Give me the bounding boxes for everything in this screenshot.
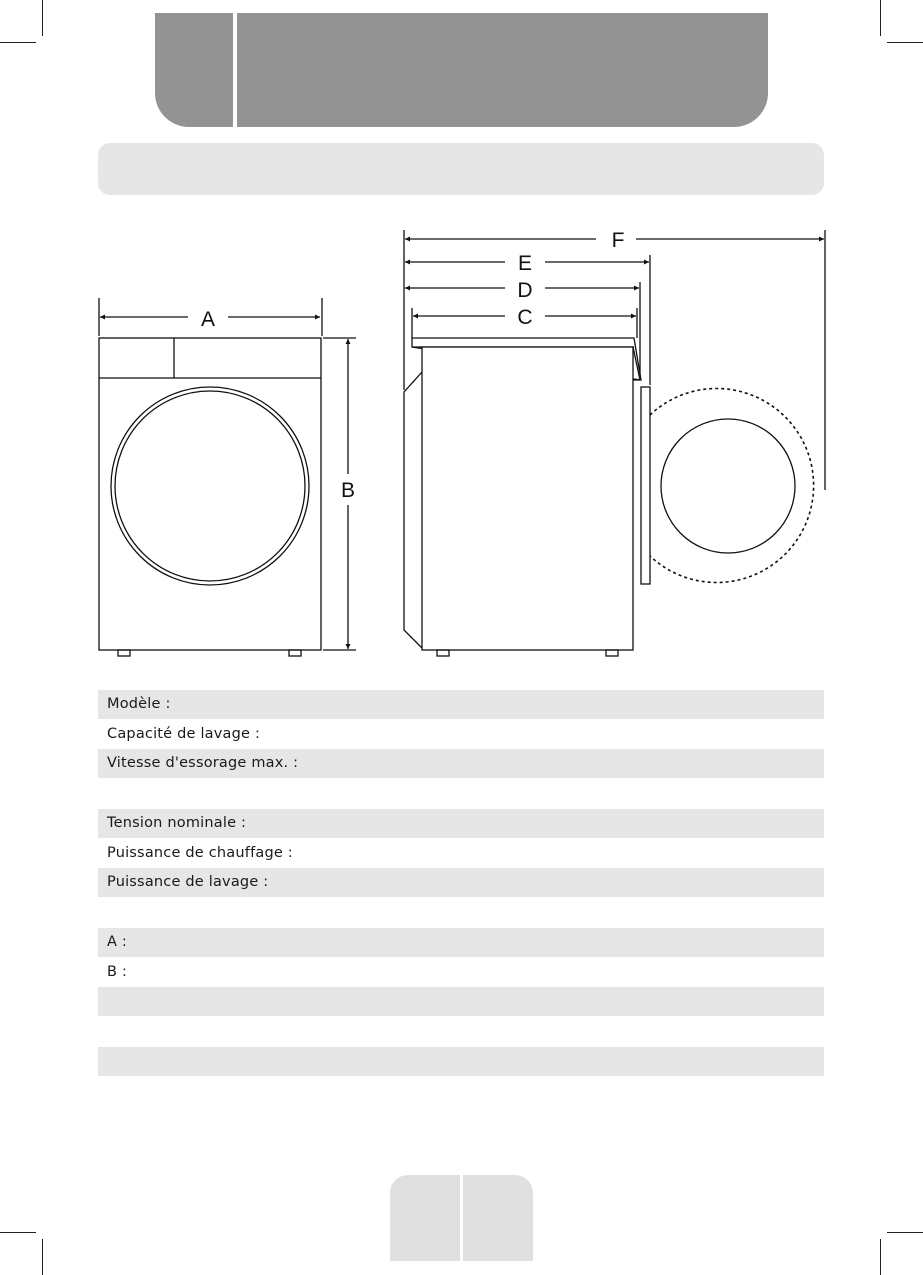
spec-label: Tension nominale :	[107, 815, 247, 831]
dimension-label-f: F	[611, 229, 625, 252]
spec-label: Capacité de lavage :	[107, 726, 261, 742]
crop-mark	[0, 1232, 36, 1233]
crop-mark	[887, 1232, 923, 1233]
spec-row-empty	[98, 898, 824, 927]
dimension-label-e: E	[517, 252, 533, 275]
spec-label: A :	[107, 934, 128, 950]
crop-mark	[42, 1239, 43, 1275]
front-view-machine	[99, 298, 356, 656]
spec-label: Modèle :	[107, 696, 171, 712]
spec-row-capacity	[98, 720, 824, 749]
spec-row-empty	[98, 987, 824, 1016]
spec-row-spin-speed	[98, 749, 824, 778]
spec-label: Vitesse d'essorage max. :	[107, 755, 299, 771]
spec-row-dimension-a	[98, 928, 824, 957]
dimension-label-b: B	[340, 479, 356, 502]
spec-label: Puissance de lavage :	[107, 874, 269, 890]
spec-row-voltage	[98, 809, 824, 838]
spec-label: B :	[107, 964, 128, 980]
spec-row-washing-power	[98, 868, 824, 897]
footer-tab-left	[390, 1175, 460, 1261]
spec-row-heating-power	[98, 839, 824, 868]
spec-label: Puissance de chauffage :	[107, 845, 293, 861]
dimension-label-d: D	[517, 279, 533, 302]
dimension-label-c: C	[517, 306, 533, 329]
footer-tab-right	[463, 1175, 533, 1261]
spec-row-empty	[98, 779, 824, 808]
spec-row-model	[98, 690, 824, 719]
side-view-machine	[404, 230, 825, 656]
crop-mark	[880, 1239, 881, 1275]
dimension-label-a: A	[200, 308, 216, 331]
spec-row-empty	[98, 1017, 824, 1046]
spec-row-dimension-b	[98, 958, 824, 987]
spec-row-empty	[98, 1047, 824, 1076]
